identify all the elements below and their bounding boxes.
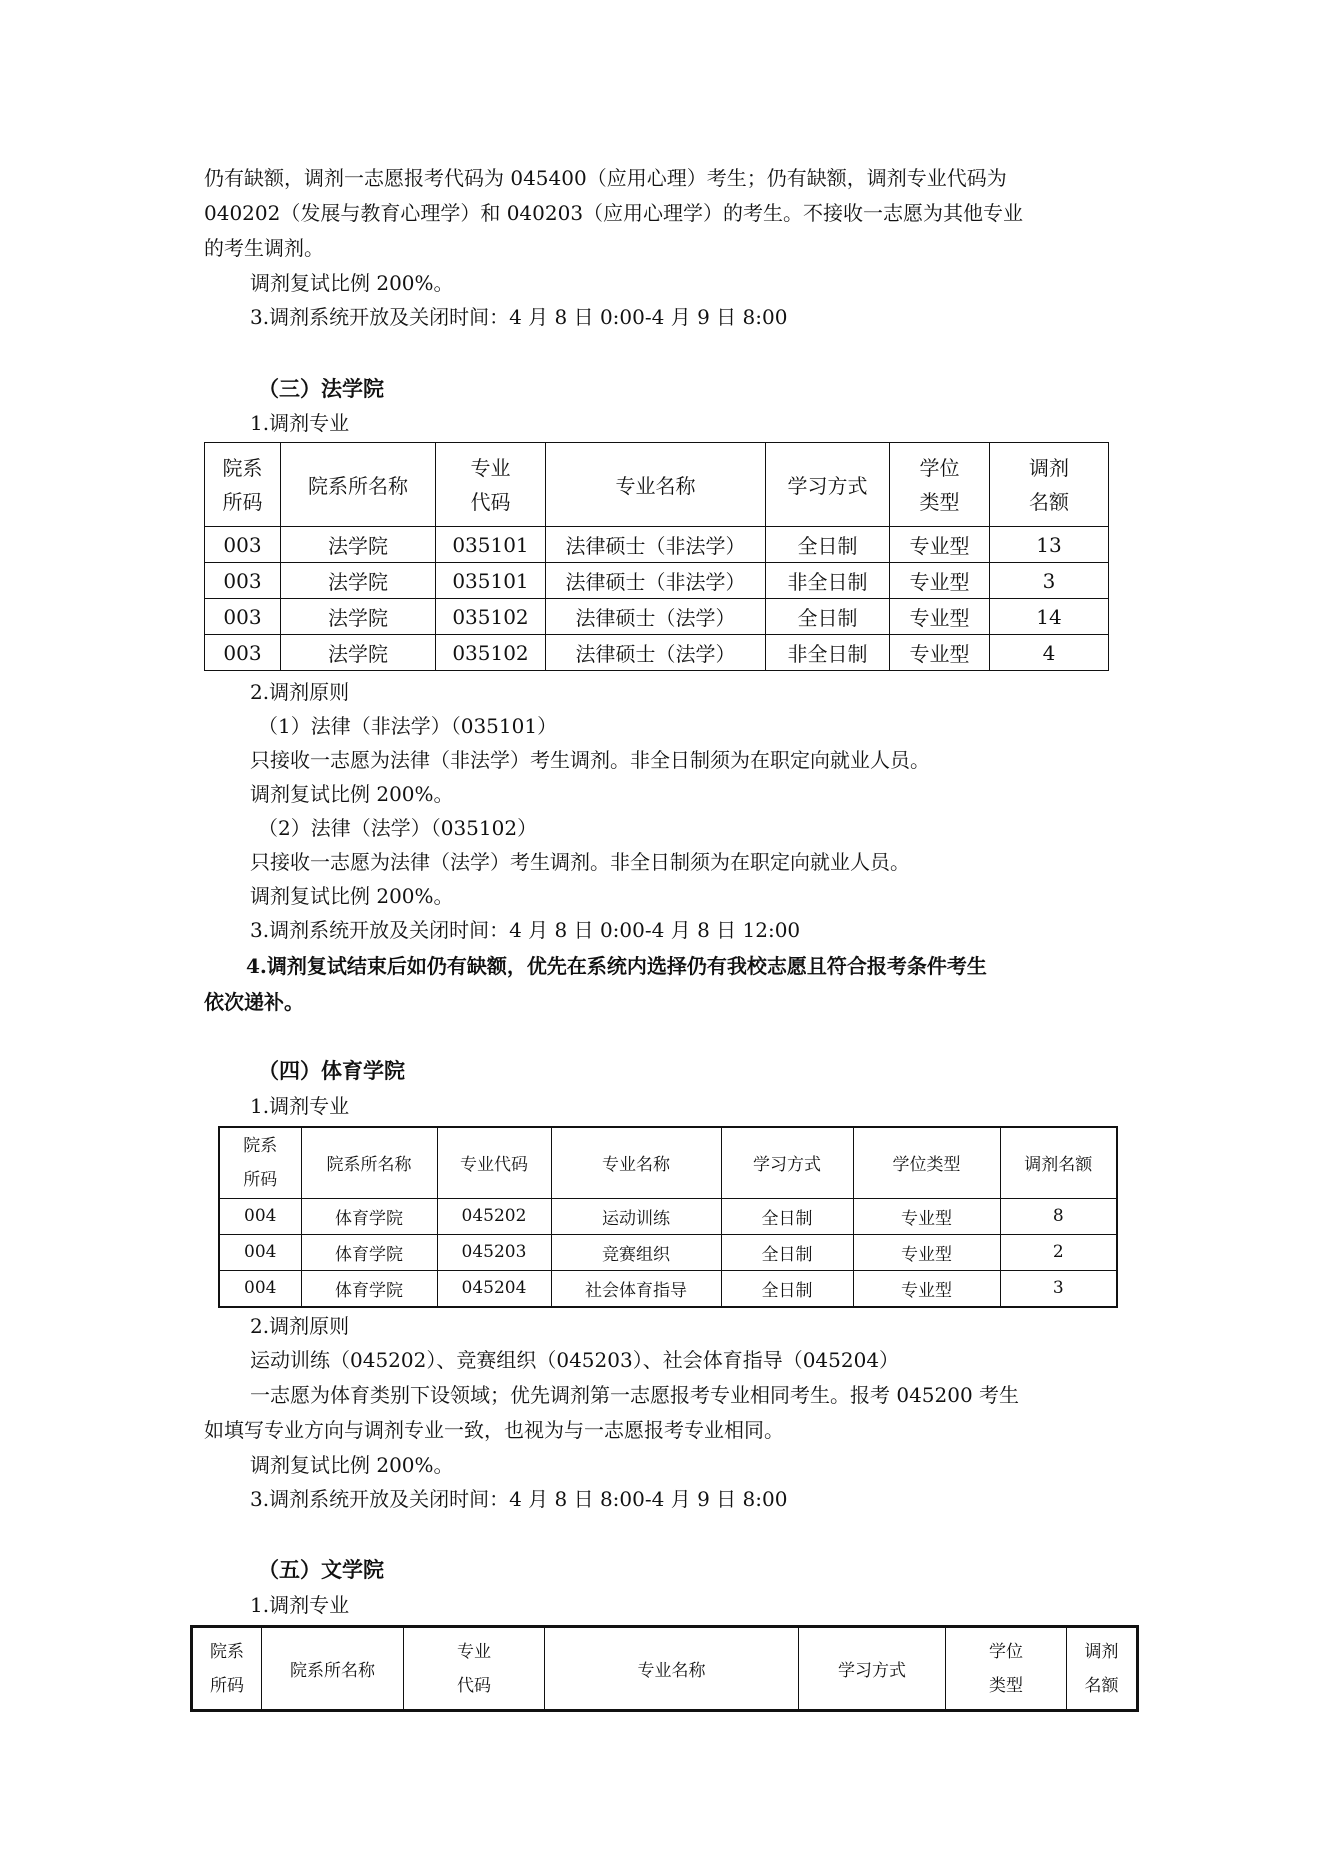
table-header-row <box>192 1627 1138 1711</box>
header-cell: 专业代码 <box>437 1127 551 1198</box>
table-header-row <box>219 1127 1117 1198</box>
header-cell: 学习方式 <box>766 443 890 527</box>
table-cell: 003 <box>205 635 281 671</box>
header-cell: 学习方式 <box>799 1627 946 1711</box>
law-p3: 调剂复试比例 200%。 <box>250 782 454 806</box>
table-cell: 专业型 <box>853 1234 1000 1270</box>
table-cell: 法律硕士（法学） <box>546 599 766 635</box>
header-cell: 调剂名额 <box>1000 1127 1117 1198</box>
table-cell: 003 <box>205 563 281 599</box>
header-cell: 院系所名称 <box>281 443 436 527</box>
table-row <box>219 1270 1117 1307</box>
law-sub2: 2.调剂原则 <box>250 680 350 704</box>
table-header-row <box>205 443 1109 527</box>
table-row <box>205 635 1109 671</box>
table-cell: 035101 <box>436 563 546 599</box>
table-cell: 全日制 <box>721 1270 853 1307</box>
header-cell: 学习方式 <box>721 1127 853 1198</box>
table-row <box>205 527 1109 563</box>
table-cell: 045203 <box>437 1234 551 1270</box>
table-cell: 专业型 <box>853 1198 1000 1234</box>
law-p4: （2）法律（法学）（035102） <box>258 816 538 840</box>
header-cell: 专业 代码 <box>436 443 546 527</box>
table-cell: 法律硕士（非法学） <box>546 563 766 599</box>
header-cell: 专业 代码 <box>404 1627 545 1711</box>
sport-heading: （四）体育学院 <box>258 1058 405 1083</box>
table-cell: 专业型 <box>890 599 990 635</box>
table-cell: 法学院 <box>281 527 436 563</box>
table-cell: 035102 <box>436 635 546 671</box>
table-cell: 045204 <box>437 1270 551 1307</box>
table-cell: 社会体育指导 <box>551 1270 721 1307</box>
table-cell: 专业型 <box>853 1270 1000 1307</box>
table-cell: 3 <box>990 563 1109 599</box>
sport-sub1: 1.调剂专业 <box>250 1094 350 1118</box>
table-cell: 004 <box>219 1270 301 1307</box>
table-cell: 全日制 <box>766 527 890 563</box>
table-cell: 非全日制 <box>766 635 890 671</box>
table-cell: 法学院 <box>281 599 436 635</box>
table-cell: 8 <box>1000 1198 1117 1234</box>
sport-p1: 运动训练（045202）、竞赛组织（045203）、社会体育指导（045204） <box>250 1348 900 1372</box>
sport-p2a: 一志愿为体育类别下设领域；优先调剂第一志愿报考专业相同考生。报考 045200 考生 <box>250 1383 1020 1407</box>
sport-table <box>218 1126 1118 1308</box>
table-cell: 035102 <box>436 599 546 635</box>
intro-line-1: 仍有缺额，调剂一志愿报考代码为 045400（应用心理）考生；仍有缺额，调剂专业代码为 <box>204 166 1007 190</box>
header-cell: 院系 所码 <box>192 1627 262 1711</box>
law-bold-1: 4.调剂复试结束后如仍有缺额，优先在系统内选择仍有我校志愿且符合报考条件考生 <box>246 954 987 978</box>
intro-time: 3.调剂系统开放及关闭时间：4 月 8 日 0:00-4 月 9 日 8:00 <box>250 305 788 329</box>
table-cell: 法学院 <box>281 635 436 671</box>
law-p7: 3.调剂系统开放及关闭时间：4 月 8 日 0:00-4 月 8 日 12:00 <box>250 918 801 942</box>
table-cell: 体育学院 <box>301 1270 437 1307</box>
header-cell: 专业名称 <box>545 1627 799 1711</box>
header-cell: 专业名称 <box>551 1127 721 1198</box>
table-cell: 全日制 <box>766 599 890 635</box>
law-bold-2: 依次递补。 <box>204 990 304 1014</box>
law-p2: 只接收一志愿为法律（非法学）考生调剂。非全日制须为在职定向就业人员。 <box>250 748 930 772</box>
table-cell: 全日制 <box>721 1234 853 1270</box>
table-cell: 运动训练 <box>551 1198 721 1234</box>
law-heading: （三）法学院 <box>258 376 384 401</box>
sport-p2b: 如填写专业方向与调剂专业一致，也视为与一志愿报考专业相同。 <box>204 1418 784 1442</box>
header-cell: 学位类型 <box>853 1127 1000 1198</box>
table-cell: 专业型 <box>890 635 990 671</box>
table-cell: 004 <box>219 1198 301 1234</box>
table-cell: 全日制 <box>721 1198 853 1234</box>
intro-line-2: 040202（发展与教育心理学）和 040203（应用心理学）的考生。不接收一志愿为其他专业 <box>204 201 1024 225</box>
intro-line-3: 的考生调剂。 <box>204 236 324 260</box>
law-table <box>204 442 1109 671</box>
table-cell: 竞赛组织 <box>551 1234 721 1270</box>
table-cell: 法学院 <box>281 563 436 599</box>
table-cell: 003 <box>205 527 281 563</box>
table-cell: 13 <box>990 527 1109 563</box>
law-p5: 只接收一志愿为法律（法学）考生调剂。非全日制须为在职定向就业人员。 <box>250 850 910 874</box>
law-sub1: 1.调剂专业 <box>250 411 350 435</box>
intro-ratio: 调剂复试比例 200%。 <box>250 271 454 295</box>
header-cell: 院系所名称 <box>301 1127 437 1198</box>
sport-p3: 调剂复试比例 200%。 <box>250 1453 454 1477</box>
table-row <box>205 599 1109 635</box>
header-cell: 院系 所码 <box>205 443 281 527</box>
header-cell: 院系所名称 <box>262 1627 404 1711</box>
table-cell: 专业型 <box>890 527 990 563</box>
sport-sub2: 2.调剂原则 <box>250 1314 350 1338</box>
lit-table <box>190 1625 1139 1712</box>
table-row <box>219 1198 1117 1234</box>
law-p6: 调剂复试比例 200%。 <box>250 884 454 908</box>
table-cell: 3 <box>1000 1270 1117 1307</box>
table-cell: 法律硕士（非法学） <box>546 527 766 563</box>
table-row <box>219 1234 1117 1270</box>
table-cell: 004 <box>219 1234 301 1270</box>
table-cell: 4 <box>990 635 1109 671</box>
table-cell: 体育学院 <box>301 1234 437 1270</box>
table-cell: 035101 <box>436 527 546 563</box>
header-cell: 调剂 名额 <box>990 443 1109 527</box>
header-cell: 调剂 名额 <box>1067 1627 1138 1711</box>
header-cell: 学位 类型 <box>890 443 990 527</box>
table-cell: 法律硕士（法学） <box>546 635 766 671</box>
table-cell: 2 <box>1000 1234 1117 1270</box>
header-cell: 学位 类型 <box>946 1627 1067 1711</box>
table-cell: 体育学院 <box>301 1198 437 1234</box>
sport-p4: 3.调剂系统开放及关闭时间：4 月 8 日 8:00-4 月 9 日 8:00 <box>250 1487 788 1511</box>
lit-sub1: 1.调剂专业 <box>250 1593 350 1617</box>
lit-heading: （五）文学院 <box>258 1557 384 1582</box>
table-cell: 003 <box>205 599 281 635</box>
table-cell: 非全日制 <box>766 563 890 599</box>
law-p1: （1）法律（非法学）（035101） <box>258 714 558 738</box>
table-cell: 专业型 <box>890 563 990 599</box>
header-cell: 院系 所码 <box>219 1127 301 1198</box>
header-cell: 专业名称 <box>546 443 766 527</box>
table-cell: 14 <box>990 599 1109 635</box>
table-cell: 045202 <box>437 1198 551 1234</box>
table-row <box>205 563 1109 599</box>
